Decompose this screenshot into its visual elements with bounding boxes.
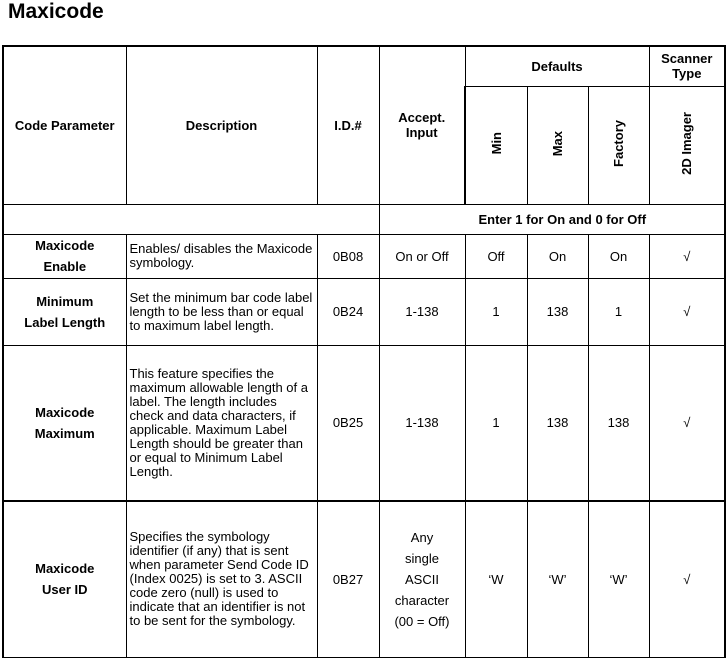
parameter-line: Maxicode [35, 404, 95, 420]
accept-line: character [394, 592, 450, 608]
parameter-line: Label Length [24, 314, 106, 330]
page-title: Maxicode [8, 0, 104, 23]
min-cell: 1 [465, 278, 527, 345]
parameter-line: Maxicode [35, 561, 95, 577]
table-row [3, 234, 725, 278]
table-row [3, 501, 725, 657]
accept-line: Any [410, 529, 434, 545]
description-cell: Specifies the symbology identifier (if any) that is sent when parameter Send Code ID (Index 0025) is set to 3. ASCII code zero (null) is used to indicate that an identifier is not to be sent for the symbology. [126, 501, 317, 657]
imager-check: √ [649, 234, 725, 278]
instruction-text: Enter 1 for On and 0 for Off [379, 204, 725, 234]
max-cell: 138 [527, 345, 588, 501]
description-cell: This feature specifies the maximum allowable length of a label. The length includes check and data characters, if applicable. Maximum Label Length should be greater than or equal to Minimum Label Length. [126, 345, 317, 501]
parameter-line: Minimum [36, 293, 94, 309]
max-cell: 138 [527, 278, 588, 345]
id-cell: 0B25 [317, 345, 379, 501]
id-cell: 0B27 [317, 501, 379, 657]
max-cell: ‘W’ [527, 501, 588, 657]
header-max-cell [527, 86, 588, 204]
factory-cell: On [588, 234, 649, 278]
header-id: I.D.# [317, 46, 379, 204]
accept-line: (00 = Off) [394, 613, 450, 629]
id-cell: 0B08 [317, 234, 379, 278]
accept-cell: 1-138 [379, 278, 465, 345]
min-cell: 1 [465, 345, 527, 501]
maxicode-parameter-table [2, 45, 726, 658]
accept-cell: 1-138 [379, 345, 465, 501]
imager-check: √ [649, 345, 725, 501]
factory-cell: ‘W’ [588, 501, 649, 657]
header-min: Min [488, 132, 504, 155]
parameter-line: Enable [43, 259, 87, 274]
header-imager-cell [649, 86, 725, 204]
accept-cell [379, 501, 465, 657]
factory-cell: 1 [588, 278, 649, 345]
table-row [3, 345, 725, 501]
header-min-cell [465, 86, 527, 204]
header-defaults: Defaults [465, 46, 649, 86]
header-accept-input: Accept. Input [379, 46, 465, 204]
min-cell: ‘W [465, 501, 527, 657]
accept-line: ASCII [405, 571, 439, 587]
header-factory-cell [588, 86, 649, 204]
description-cell: Set the minimum bar code label length to be less than or equal to maximum label length. [126, 278, 317, 345]
parameter-cell [3, 234, 126, 278]
id-cell: 0B24 [317, 278, 379, 345]
accept-line: single [405, 550, 439, 566]
table-row [3, 278, 725, 345]
header-description: Description [126, 46, 317, 204]
accept-cell: On or Off [379, 234, 465, 278]
imager-check: √ [649, 501, 725, 657]
imager-check: √ [649, 278, 725, 345]
description-cell: Enables/ disables the Maxicode symbology. [126, 234, 317, 278]
factory-cell: 138 [588, 345, 649, 501]
header-row-top [3, 46, 725, 86]
header-factory: Factory [611, 120, 627, 167]
parameter-cell [3, 278, 126, 345]
parameter-line: User ID [41, 582, 88, 598]
parameter-cell [3, 345, 126, 501]
max-cell: On [527, 234, 588, 278]
instruction-row [3, 204, 725, 234]
header-max: Max [550, 130, 565, 157]
header-code-parameter: Code Parameter [3, 46, 126, 204]
parameter-line: Maximum [34, 425, 95, 441]
header-scanner-type: Scanner Type [649, 46, 725, 86]
min-cell: Off [465, 234, 527, 278]
instruction-blank [3, 204, 379, 234]
parameter-line: Maxicode [35, 238, 95, 253]
header-imager: 2D Imager [679, 112, 695, 175]
parameter-cell [3, 501, 126, 657]
